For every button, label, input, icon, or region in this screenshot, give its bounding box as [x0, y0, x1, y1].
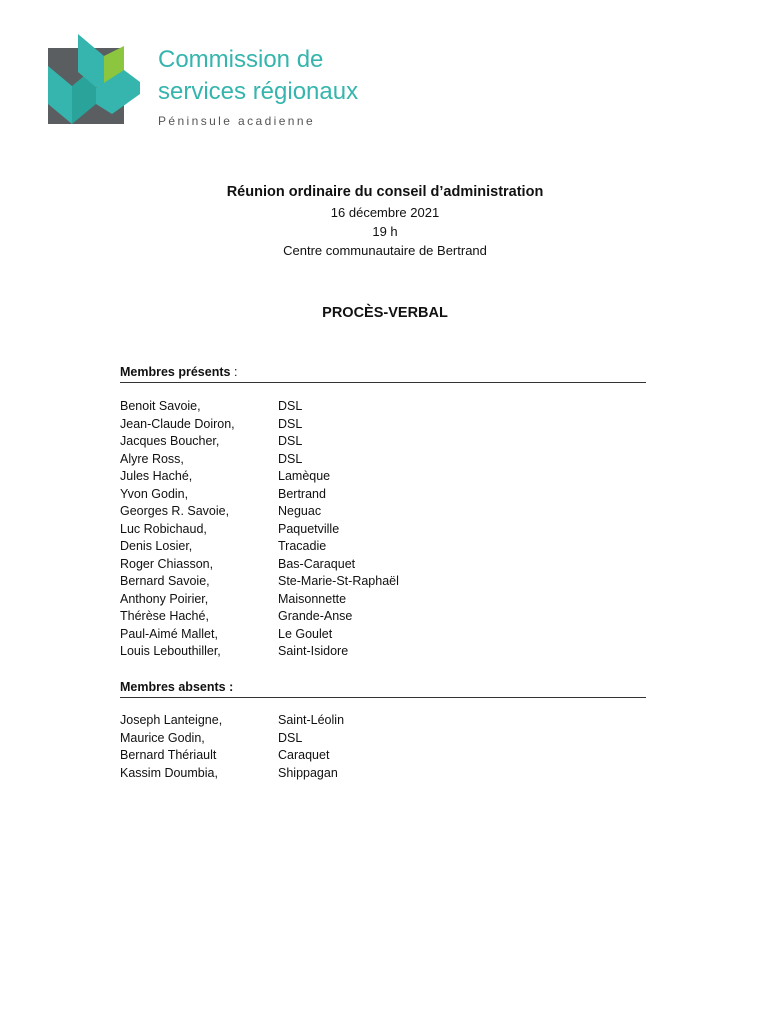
present-members-heading-label: Membres présents	[120, 365, 231, 379]
member-name: Maurice Godin,	[120, 730, 205, 745]
member-name: Thérèse Haché,	[120, 609, 209, 623]
logo-title-line-1: Commission de	[158, 46, 324, 73]
member-row	[120, 730, 646, 748]
member-row	[120, 626, 646, 644]
member-organization: Bas-Caraquet	[278, 556, 356, 571]
member-row	[120, 468, 646, 486]
member-organization: Shippagan	[278, 765, 338, 780]
member-organization: Tracadie	[278, 539, 327, 553]
member-row	[120, 747, 646, 765]
member-row	[120, 608, 646, 626]
member-organization: Le Goulet	[278, 626, 333, 641]
logo-mark-icon	[48, 32, 148, 128]
member-organization: Grande-Anse	[278, 609, 353, 623]
member-name: Kassim Doumbia,	[120, 765, 218, 780]
member-row	[120, 398, 646, 416]
absent-members-heading	[120, 679, 646, 698]
member-organization: DSL	[278, 730, 303, 745]
logo-subtitle: Péninsule acadienne	[158, 114, 316, 128]
member-name: Benoit Savoie,	[120, 399, 201, 413]
member-row	[120, 591, 646, 609]
absent-members-list	[120, 712, 646, 782]
member-organization: Caraquet	[278, 748, 330, 762]
member-name: Alyre Ross,	[120, 451, 184, 466]
member-row	[120, 521, 646, 539]
member-organization: Saint-Léolin	[278, 713, 345, 727]
member-row	[120, 451, 646, 469]
member-name: Yvon Godin,	[120, 486, 189, 501]
member-organization: Maisonnette	[278, 591, 347, 606]
logo-title	[158, 44, 358, 108]
member-row	[120, 556, 646, 574]
member-name: Anthony Poirier,	[120, 591, 209, 606]
member-row	[120, 712, 646, 730]
present-members-heading	[120, 364, 646, 383]
member-row	[120, 573, 646, 591]
member-name: Jules Haché,	[120, 469, 193, 483]
absent-members-heading-label: Membres absents :	[120, 680, 234, 694]
member-name: Georges R. Savoie,	[120, 504, 230, 518]
member-organization: DSL	[278, 416, 303, 431]
meeting-location: Centre communautaire de Bertrand	[283, 243, 487, 258]
member-organization: DSL	[278, 399, 303, 413]
meeting-time: 19 h	[372, 224, 398, 239]
member-name: Bernard Thériault	[120, 748, 217, 762]
logo-title-line-2: services régionaux	[158, 78, 359, 105]
member-organization: Lamèque	[278, 469, 331, 483]
member-name: Bernard Savoie,	[120, 574, 210, 588]
member-row	[120, 486, 646, 504]
member-organization: Neguac	[278, 504, 322, 518]
member-name: Louis Lebouthiller,	[120, 644, 221, 658]
present-members-heading-colon: :	[230, 365, 238, 379]
member-row	[120, 643, 646, 661]
meeting-title: Réunion ordinaire du conseil d’administration	[226, 184, 544, 200]
member-organization: DSL	[278, 451, 303, 466]
meeting-date: 16 décembre 2021	[330, 205, 440, 220]
member-name: Paul-Aimé Mallet,	[120, 626, 218, 641]
member-name: Joseph Lanteigne,	[120, 713, 223, 727]
document-title: PROCÈS-VERBAL	[322, 305, 448, 321]
member-row	[120, 433, 646, 451]
member-name: Roger Chiasson,	[120, 556, 214, 571]
member-name: Jacques Boucher,	[120, 434, 220, 448]
member-organization: Ste-Marie-St-Raphaël	[278, 574, 399, 588]
member-organization: DSL	[278, 434, 303, 448]
member-row	[120, 416, 646, 434]
member-name: Luc Robichaud,	[120, 521, 207, 536]
member-name: Jean-Claude Doiron,	[120, 416, 235, 431]
member-row	[120, 503, 646, 521]
member-name: Denis Losier,	[120, 539, 193, 553]
member-row	[120, 538, 646, 556]
meeting-header	[0, 181, 770, 260]
member-row	[120, 765, 646, 783]
member-organization: Saint-Isidore	[278, 644, 349, 658]
present-members-list	[120, 398, 646, 661]
member-organization: Paquetville	[278, 521, 340, 536]
member-organization: Bertrand	[278, 486, 326, 501]
organization-logo	[48, 32, 408, 132]
